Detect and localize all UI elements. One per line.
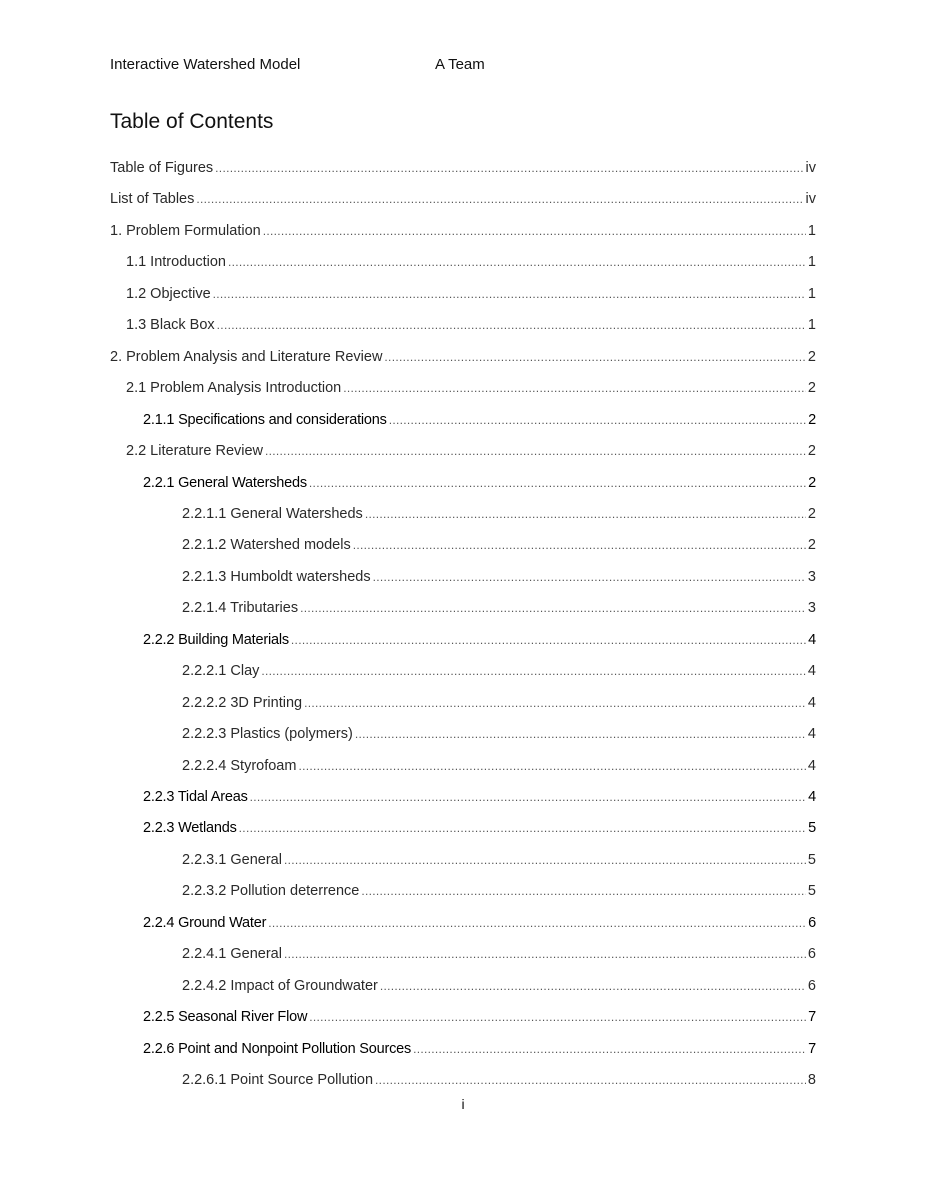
toc-entry[interactable] [110,341,816,365]
toc-entry-title: 2.2.4.2 Impact of Groundwater [182,977,378,994]
toc-entry-title: 2.2.6 Point and Nonpoint Pollution Sources [143,1040,412,1057]
toc-entry-title: 2.2.3.1 General [182,851,282,868]
toc-dot-leader [215,160,803,176]
toc-entry[interactable] [126,309,816,333]
toc-entry[interactable] [182,844,816,868]
toc-dot-leader [284,946,806,962]
toc-dot-leader [389,412,806,428]
toc-entry-page-number: 2 [807,537,816,554]
toc-entry-title: 2.1 Problem Analysis Introduction [126,380,342,397]
toc-dot-leader [304,695,806,711]
toc-dot-leader [250,789,807,805]
toc-entry-title: 2.2.3 Tidal Areas [143,789,248,805]
toc-dot-leader [309,1009,806,1025]
footer-page-number: i [461,1096,465,1112]
toc-entry-title: 2.2.2.1 Clay [182,663,260,680]
toc-entry-page-number: 6 [808,914,816,931]
toc-entry[interactable] [110,152,816,176]
toc-entry-title: 2. Problem Analysis and Literature Review [110,348,383,365]
toc-entry[interactable] [182,592,816,616]
toc-entry-title: 2.2.5 Seasonal River Flow [143,1009,308,1026]
toc-entry-page-number: 2 [808,474,816,491]
toc-entry[interactable] [182,750,816,774]
toc-dot-leader [380,978,806,994]
toc-entry[interactable] [143,812,816,836]
toc-entry-page-number: 4 [807,663,816,680]
toc-entry-title: 2.2.1 General Watersheds [143,474,307,491]
toc-entry-page-number: 8 [807,1072,816,1089]
toc-entry[interactable] [143,907,816,931]
toc-entry-title: 2.2.2.4 Styrofoam [182,757,297,774]
toc-dot-leader [239,820,806,836]
toc-entry-page-number: 4 [807,757,816,774]
toc-entry-page-number: 6 [807,946,816,963]
toc-entry[interactable] [143,781,816,805]
toc-entry-title: 2.2.4 Ground Water [143,914,267,931]
header-document-title: Interactive Watershed Model [110,56,301,73]
toc-entry-page-number: 5 [808,820,816,837]
toc-entry[interactable] [143,624,816,648]
toc-entry-title: Table of Figures [110,160,214,176]
toc-dot-leader [284,852,806,868]
toc-entry-page-number: 2 [808,411,816,428]
toc-entry-title: 2.2.1.4 Tributaries [182,600,299,617]
toc-dot-leader [228,254,806,270]
toc-entry-page-number: 1 [807,285,816,302]
toc-entry-page-number: 7 [808,1040,816,1057]
toc-dot-leader [196,191,803,207]
toc-entry[interactable] [182,875,816,899]
toc-entry-title: 2.2.1.1 General Watersheds [182,505,363,522]
toc-dot-leader [343,380,806,396]
toc-entry[interactable] [182,561,816,585]
toc-dot-leader [217,317,806,333]
toc-entry-title: 1.2 Objective [126,285,211,302]
toc-entry-title: 2.2.2.3 Plastics (polymers) [182,726,353,743]
toc-entry-title: 2.2 Literature Review [126,443,264,460]
toc-entry[interactable] [182,970,816,994]
toc-dot-leader [298,758,805,774]
toc-entry-title: 2.2.1.3 Humboldt watersheds [182,568,371,585]
toc-entry-title: List of Tables [110,191,195,208]
toc-entry-page-number: 4 [808,631,816,648]
toc-entry-page-number: 5 [807,851,816,868]
toc-dot-leader [355,726,806,742]
toc-entry[interactable] [182,718,816,742]
toc-entry-page-number: iv [805,191,816,208]
toc-entry-page-number: 4 [807,694,816,711]
toc-heading: Table of Contents [110,110,274,133]
toc-dot-leader [300,600,806,616]
toc-entry-page-number: 3 [807,568,816,585]
toc-dot-leader [309,475,806,491]
toc-dot-leader [375,1072,806,1088]
toc-entry-page-number: 1 [807,317,816,334]
toc-entry[interactable] [182,655,816,679]
toc-entry-page-number: 3 [807,600,816,617]
toc-entry[interactable] [126,278,816,302]
toc-entry[interactable] [182,498,816,522]
toc-dot-leader [365,506,806,522]
toc-dot-leader [373,569,806,585]
toc-entry-title: 2.2.2.2 3D Printing [182,694,303,711]
toc-entry-page-number: 5 [807,883,816,900]
toc-entry-title: 1.3 Black Box [126,317,215,334]
toc-entry-page-number: 2 [807,380,816,397]
toc-entry[interactable] [143,467,816,491]
toc-entry-page-number: 4 [807,726,816,743]
toc-entry-page-number: 2 [807,443,816,460]
toc-entry-title: 2.2.1.2 Watershed models [182,537,351,554]
toc-entry-title: 2.2.3.2 Pollution deterrence [182,883,360,900]
toc-entry[interactable] [143,1001,816,1025]
toc-dot-leader [291,632,806,648]
toc-entry-title: 1. Problem Formulation [110,222,261,239]
toc-dot-leader [384,349,806,365]
toc-entry[interactable] [126,246,816,270]
toc-dot-leader [268,915,806,931]
page-footer [0,1096,926,1112]
toc-entry-title: 2.2.4.1 General [182,946,282,963]
toc-entry[interactable] [126,435,816,459]
toc-entry-page-number: 1 [807,222,816,239]
toc-entry[interactable] [143,404,816,428]
toc-entry[interactable] [182,687,816,711]
page-header [110,56,816,80]
toc-dot-leader [353,537,806,553]
toc-entry-title: 1.1 Introduction [126,254,226,271]
toc-entry-title: 2.1.1 Specifications and considerations [143,411,387,428]
toc-entry-page-number: 2 [807,505,816,522]
toc-entry-page-number: 2 [807,348,816,365]
toc-entry[interactable] [126,372,816,396]
toc-dot-leader [263,223,806,239]
toc-entry[interactable] [143,1033,816,1057]
toc-dot-leader [213,286,806,302]
toc-entry[interactable] [182,529,816,553]
toc-entry[interactable] [110,183,816,207]
toc-dot-leader [413,1041,806,1057]
toc-entry-page-number: 7 [808,1009,816,1026]
toc-entry-page-number: 4 [808,789,816,805]
toc-entry[interactable] [110,215,816,239]
toc-entry-title: 2.2.6.1 Point Source Pollution [182,1072,374,1089]
toc-entry-page-number: 6 [807,977,816,994]
toc-entry-page-number: iv [805,160,816,176]
toc-entry-page-number: 1 [807,254,816,271]
toc-dot-leader [261,663,806,679]
toc-entry-title: 2.2.3 Wetlands [143,820,237,837]
toc-entry[interactable] [182,938,816,962]
toc-entry-title: 2.2.2 Building Materials [143,631,289,648]
header-team-name: A Team [435,56,485,73]
toc-entry[interactable] [182,1064,816,1088]
toc-dot-leader [265,443,806,459]
toc-dot-leader [361,883,806,899]
